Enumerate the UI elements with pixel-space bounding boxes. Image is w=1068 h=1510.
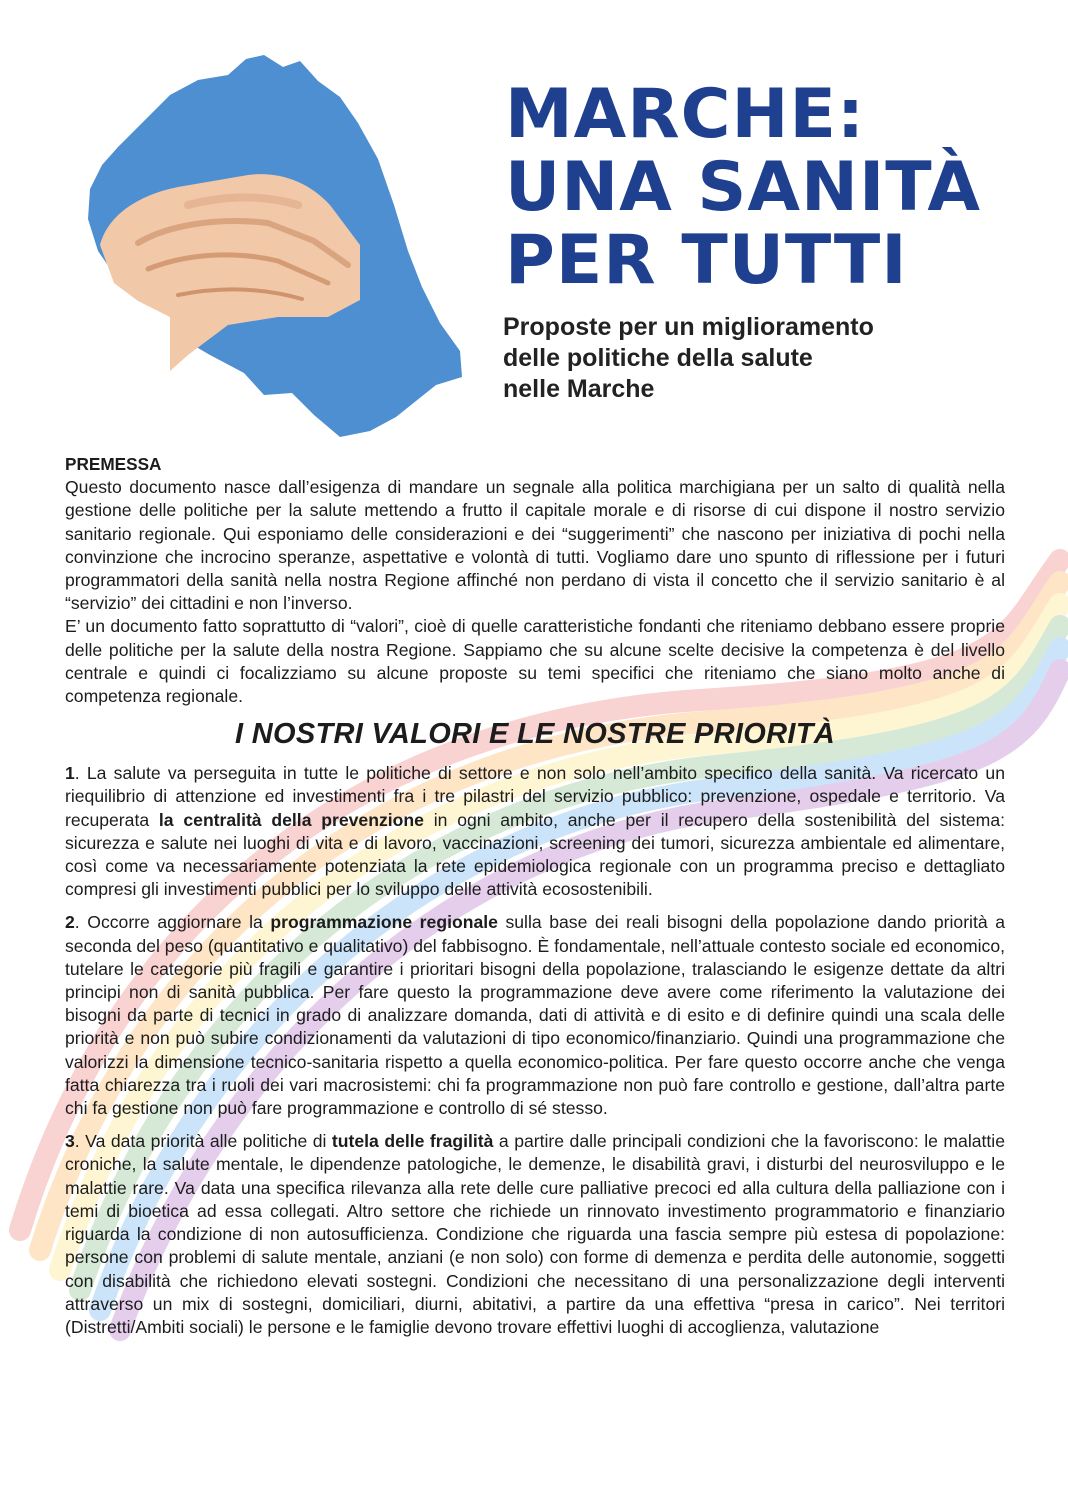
item-emphasis: tutela delle fragilità — [331, 1131, 494, 1152]
premessa-heading: PREMESSA — [65, 454, 162, 474]
subtitle-line: Proposte per un miglioramento — [503, 313, 874, 341]
subtitle-line: delle politiche della salute — [503, 344, 813, 372]
title-line: UNA SANITÀ — [505, 148, 981, 227]
premessa-paragraph: Questo documento nasce dall’esigenza di mandare un segnale alla politica marchigiana per un salto di qualità nella gestione delle politiche per la salute mettendo a frutto il capitale morale e di risorse di cui dispone il nostro servizio sanitario regionale. Qui esponiamo delle considerazioni e dei “suggerimenti” che nascono per iniziativa di pochi nella convinzione che incrocino speranze, aspettative e volontà di tutti. Vogliamo dare uno spunto di riflessione per i futuri programmatori della sanità nella nostra Regione affinché non perdano di vista il concetto che il servizio sanitario è al “servizio” dei cittadini e non l’inverso. — [65, 477, 1005, 614]
item-number: 3 — [65, 1131, 75, 1152]
premessa-paragraph: E’ un documento fatto soprattutto di “valori”, cioè di quelle caratteristiche fondanti che riteniamo debbano essere proprie delle politiche per la salute della nostra Regione. Sappiamo che su alcune scelte decisive la competenza è del livello centrale e quindi ci focalizziamo su alcune proposte su temi specifici che riteniamo che siano molto anche di competenza regionale. — [65, 616, 1005, 707]
subtitle-line: nelle Marche — [503, 375, 655, 403]
priority-item — [65, 762, 1005, 901]
document-title — [505, 75, 981, 300]
item-text: . Va data priorità alle politiche di — [74, 1131, 332, 1152]
priority-item — [65, 911, 1005, 1120]
title-line: MARCHE: — [505, 75, 866, 154]
priority-item — [65, 1130, 1005, 1339]
document-subtitle — [503, 312, 874, 405]
title-line: PER TUTTI — [505, 221, 908, 300]
item-number: 1 — [65, 763, 75, 784]
item-text: in ogni ambito, anche per il recupero della sostenibilità del sistema: sicurezza e salute nei luoghi di vita e di lavoro, vaccinazioni, screening dei tumori, sicurezza ambientale ed alimentare, così come va necessariamente potenziata la rete epidemiologica regionale con un programma preciso e dettagliato compresi gli investimenti pubblici per lo sviluppo delle attività ecosostenibili. — [65, 809, 1005, 900]
item-text: a partire dalle principali condizioni che la favoriscono: le malattie croniche, la salute mentale, le dipendenze patologiche, le demenze, le disabilità gravi, i disturbi del neurosviluppo e le malattie rare. Va data una specifica rilevanza alla rete delle cure palliative precoci ed alla cultura della palliazione con i temi di bioetica ad essa collegati. Altro settore che richiede un rinnovato investimento programmatorio e finanziario riguarda la condizione di non autosufficienza. Condizione che riguarda una fascia sempre più estesa di popolazione: persone con problemi di salute mentale, anziani (e non solo) con forme di demenza e perdita delle autonomie, soggetti con disabilità che richiedono elevati sostegni. Condizioni che necessitano di una personalizzazione degli interventi attraverso un mix di sostegni, domiciliari, diurni, abitativi, a partire da una effettiva “presa in carico”. Nei territori (Distretti/Ambiti sociali) le persone e le famiglie devono trovare effettivi luoghi di accoglienza, valutazione — [65, 1131, 1005, 1337]
item-emphasis: programmazione regionale — [270, 912, 498, 933]
item-text: . La salute va perseguita in tutte le politiche di settore e non solo nell’ambito specifico della sanità. Va ricercato un riequilibrio di attenzione ed investimenti fra i tre pilastri del servizio pubblico: prevenzione, ospedale e territorio. Va recuperata — [65, 763, 1005, 830]
document-body — [65, 453, 1005, 1349]
marche-map-image — [78, 55, 473, 440]
values-heading: I NOSTRI VALORI E LE NOSTRE PRIORITÀ — [235, 718, 835, 751]
item-number: 2 — [65, 912, 75, 933]
item-emphasis: la centralità della prevenzione — [158, 809, 424, 830]
item-text: sulla base dei reali bisogni della popolazione dando priorità a seconda del peso (quantitativo e qualitativo) del fabbisogno. È fondamentale, nell’attuale contesto sociale ed economico, tutelare le categorie più fragili e garantire i prioritari bisogni della popolazione, tralasciando le esigenze dettate da altri principi non di sanità pubblica. Per fare questo la programmazione deve avere come riferimento la valutazione dei bisogni da parte di tecnici in grado di analizzare domanda, dati di attività e di esito e di definire quindi una scala delle priorità e non può subire condizionamenti da valutazioni di tipo economico/finanziario. Quindi una programmazione che valorizzi la dimensione tecnico-sanitaria rispetto a quella economico-politica. Per fare questo occorre anche che venga fatta chiarezza tra i ruoli dei vari macrosistemi: chi fa programmazione non può fare controllo e gestione, dall’altra parte chi fa gestione non può fare programmazione e controllo di sé stesso. — [65, 912, 1005, 1119]
item-text: . Occorre aggiornare la — [74, 912, 271, 933]
